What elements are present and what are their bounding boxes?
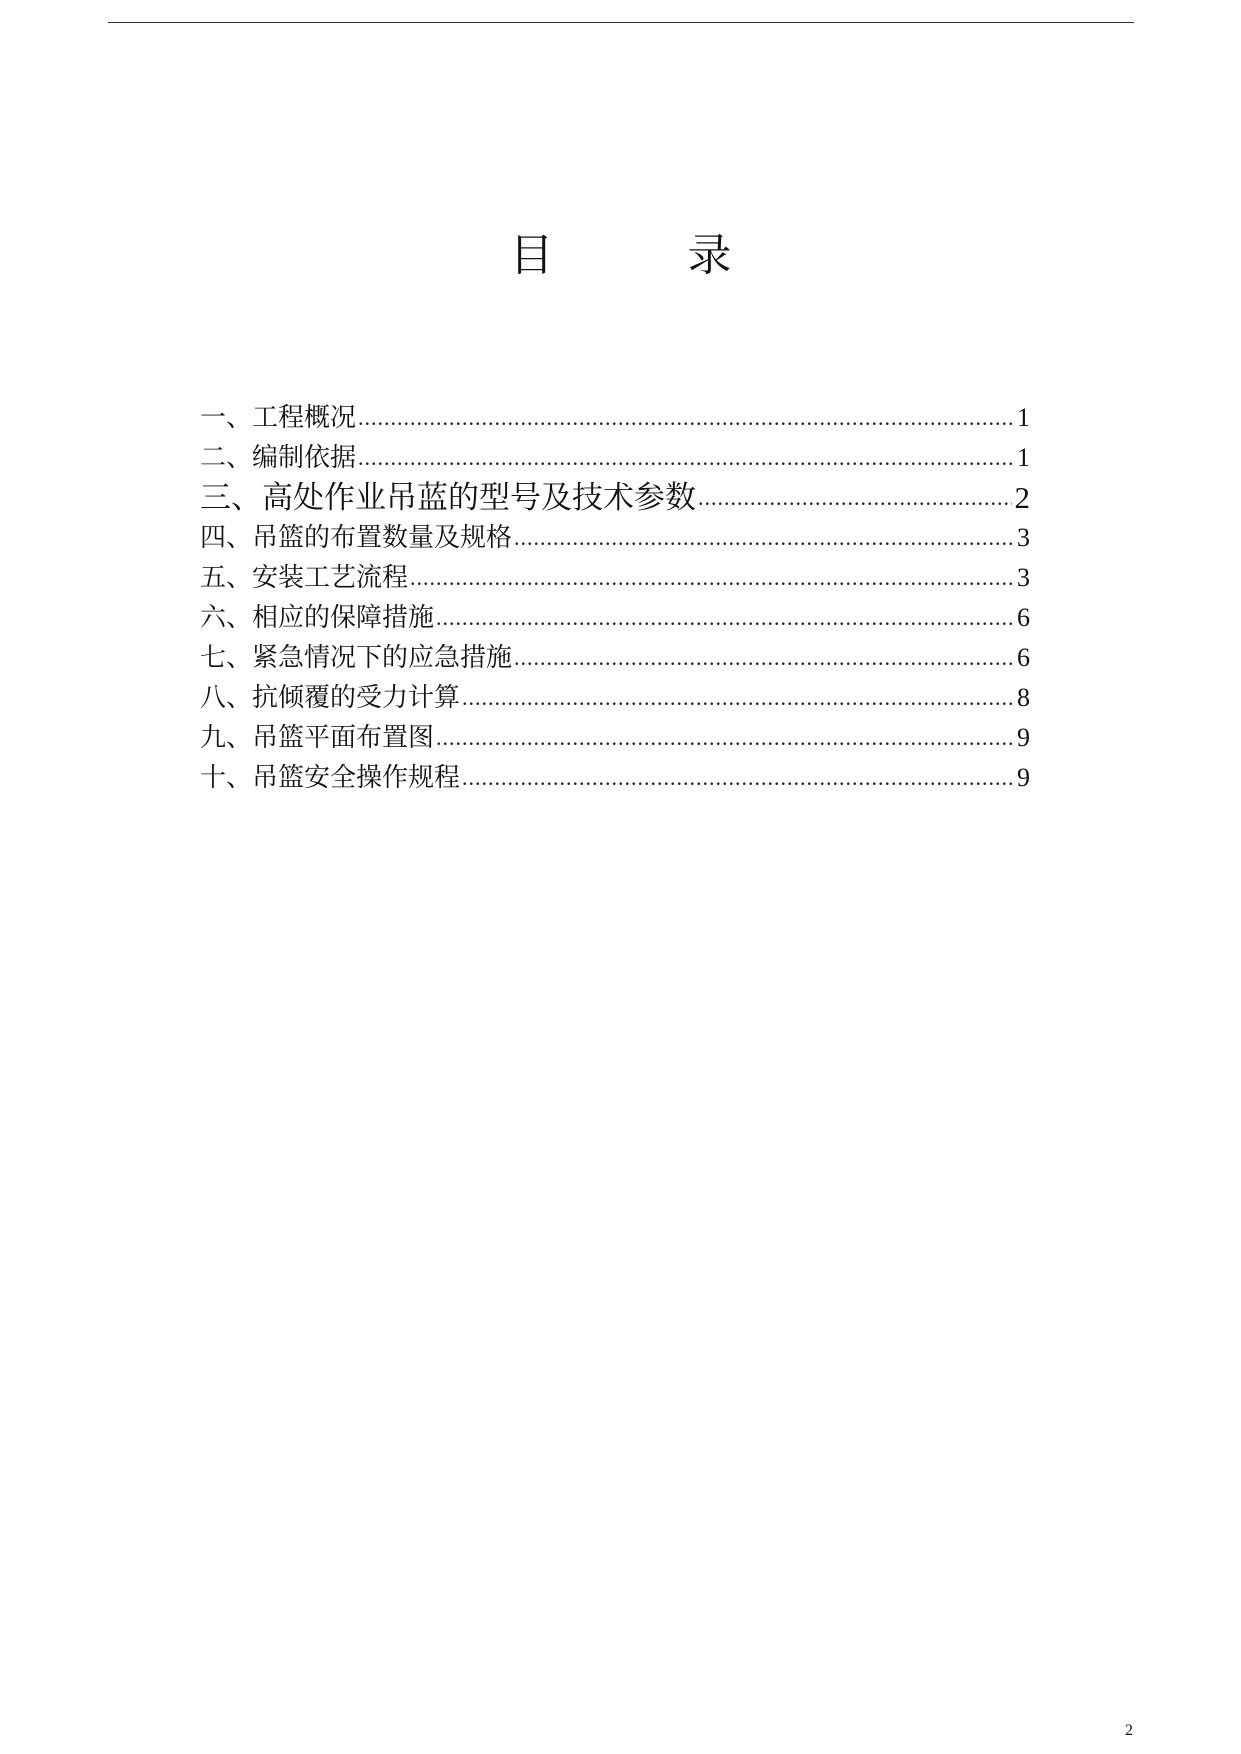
toc-dot-leader (514, 522, 1012, 554)
toc-entry[interactable] (200, 474, 1030, 514)
toc-entry-label: 二、编制依据 (200, 443, 357, 473)
toc-entry[interactable] (200, 674, 1030, 714)
toc-entry[interactable] (200, 754, 1030, 794)
toc-entry-page: 3 (1017, 523, 1030, 552)
toc-entry-label: 一、工程概况 (200, 403, 357, 433)
toc-entry-page: 9 (1017, 723, 1030, 752)
toc-entry[interactable] (200, 514, 1030, 554)
toc-entry-page: 2 (1014, 480, 1030, 515)
toc-dot-leader (462, 762, 1012, 794)
toc-dot-leader (514, 642, 1012, 674)
toc-dot-leader (410, 562, 1012, 594)
toc-entry[interactable] (200, 394, 1030, 434)
toc-entry-label: 七、紧急情况下的应急措施 (200, 643, 513, 673)
toc-dot-leader (436, 722, 1012, 754)
toc-entry-page: 9 (1017, 763, 1030, 792)
toc-dot-leader (358, 402, 1012, 434)
toc-entry[interactable] (200, 634, 1030, 674)
toc-entry-label: 十、吊篮安全操作规程 (200, 763, 461, 793)
toc-entry-label: 三、高处作业吊蓝的型号及技术参数 (200, 480, 696, 516)
toc-entry[interactable] (200, 714, 1030, 754)
toc-entry-label: 五、安装工艺流程 (200, 563, 409, 593)
toc-entry-page: 3 (1017, 563, 1030, 592)
toc-dot-leader (462, 682, 1012, 714)
toc-entry[interactable] (200, 434, 1030, 474)
toc-entry[interactable] (200, 554, 1030, 594)
header-rule (108, 22, 1134, 23)
toc-entry-page: 6 (1017, 603, 1030, 632)
toc-entry-label: 八、抗倾覆的受力计算 (200, 683, 461, 713)
toc-entry-page: 1 (1017, 403, 1030, 432)
toc-dot-leader (698, 482, 1012, 514)
table-of-contents (200, 394, 1030, 794)
toc-entry-label: 六、相应的保障措施 (200, 603, 435, 633)
toc-entry-label: 四、吊篮的布置数量及规格 (200, 523, 513, 553)
toc-entry-page: 1 (1017, 443, 1030, 472)
page-number: 2 (1125, 1722, 1133, 1739)
toc-entry-page: 6 (1017, 643, 1030, 672)
toc-dot-leader (358, 442, 1012, 474)
toc-dot-leader (436, 602, 1012, 634)
toc-title: 目 录 (509, 230, 792, 281)
toc-entry-label: 九、吊篮平面布置图 (200, 723, 435, 753)
toc-entry[interactable] (200, 594, 1030, 634)
toc-entry-page: 8 (1017, 683, 1030, 712)
